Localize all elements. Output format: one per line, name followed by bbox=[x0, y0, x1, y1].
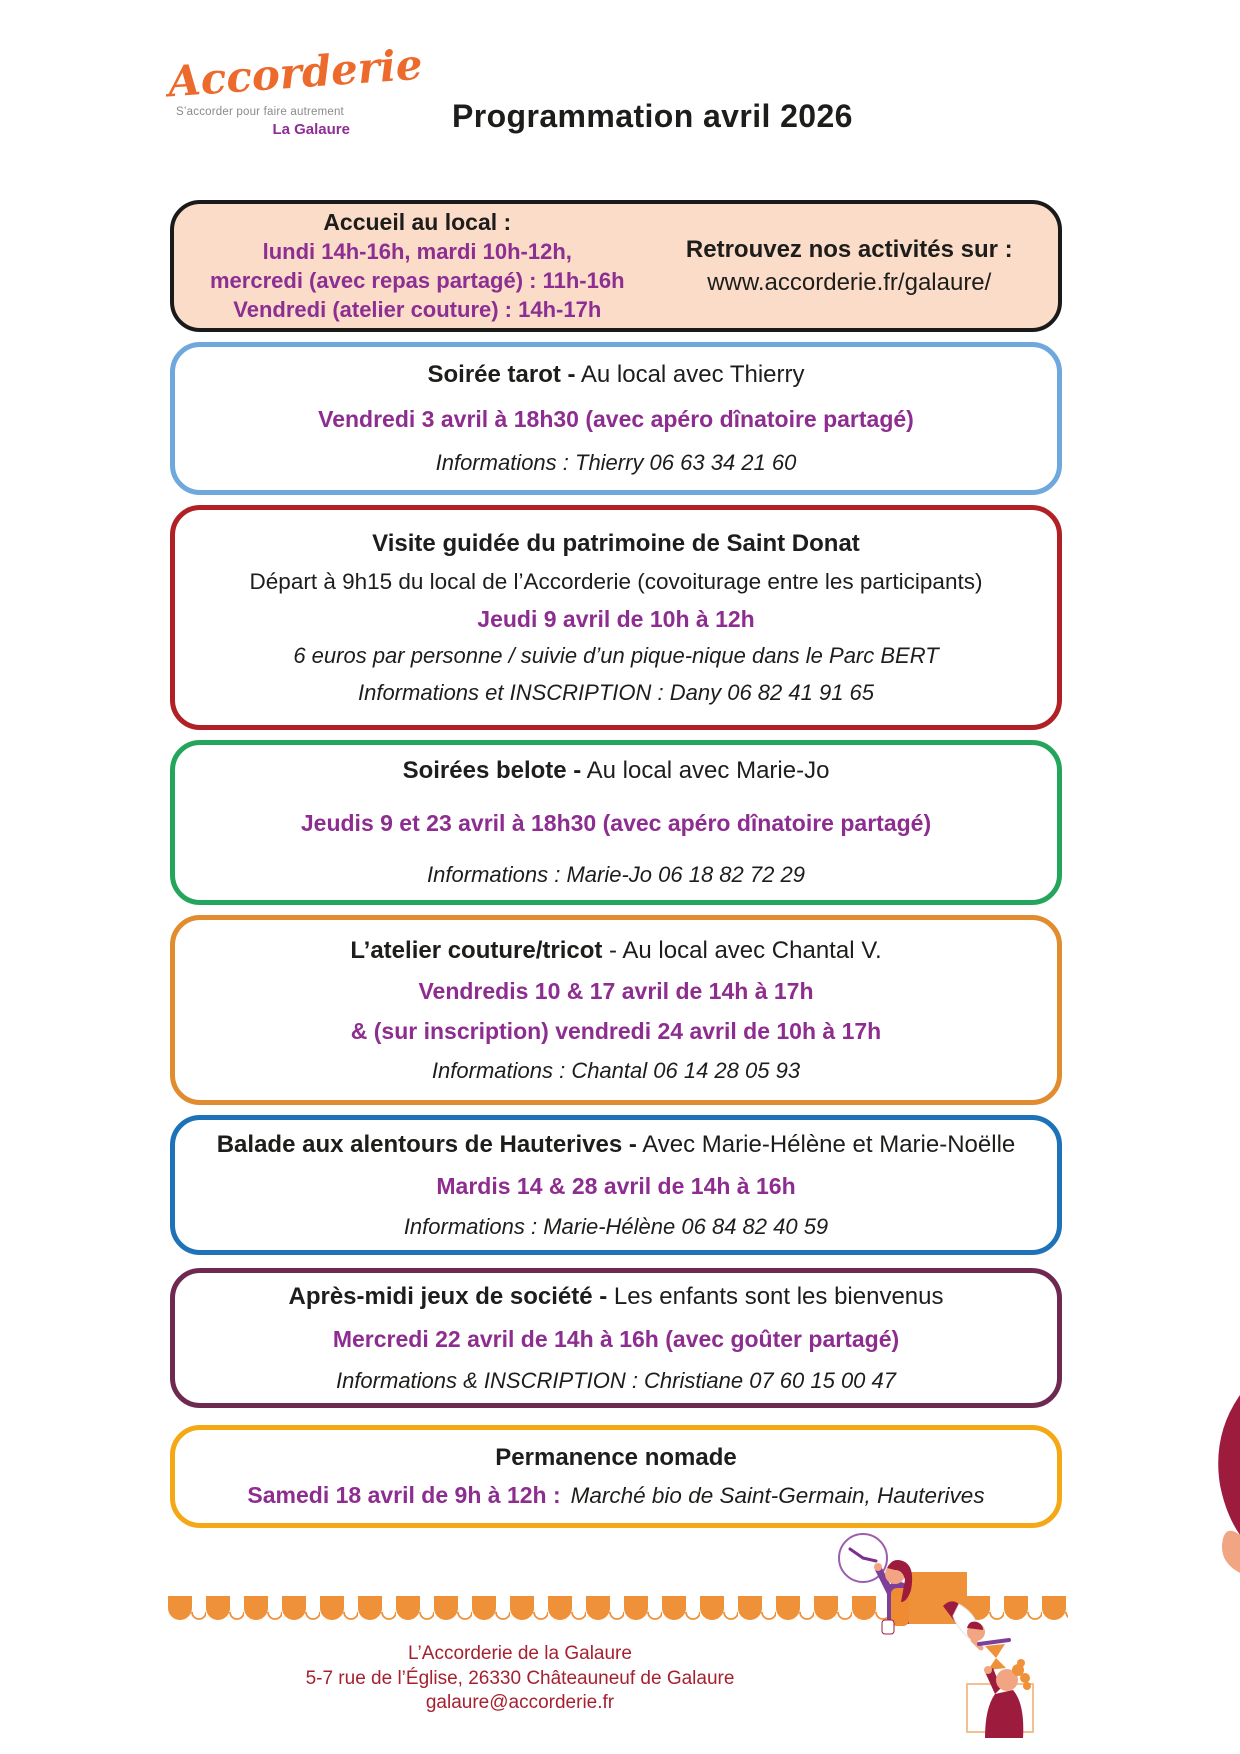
event-title-emphasis: Balade aux alentours de Hauterives - bbox=[216, 1130, 637, 1158]
footer-org-name: L’Accorderie de la Galaure bbox=[408, 1643, 632, 1664]
event-box-balade-hauterives bbox=[170, 1115, 1062, 1255]
event-contact: Informations : Marie-Jo 06 18 82 72 29 bbox=[427, 862, 805, 888]
event-schedule-2: & (sur inscription) vendredi 24 avril de 10h à 17h bbox=[350, 1017, 882, 1044]
event-title-emphasis: Permanence nomade bbox=[495, 1443, 737, 1471]
event-schedule: Mercredi 22 avril de 14h à 16h (avec goûter partagé) bbox=[332, 1325, 900, 1352]
footer bbox=[170, 1642, 870, 1716]
event-box-visite-saint-donat bbox=[170, 505, 1062, 730]
website-url[interactable]: www.accorderie.fr/galaure/ bbox=[707, 269, 992, 296]
event-box-jeux-de-societe bbox=[170, 1268, 1062, 1408]
event-title-detail: Au local avec Thierry bbox=[575, 361, 805, 389]
event-title-detail: Au local avec Marie-Jo bbox=[581, 757, 830, 785]
event-schedule: Vendredis 10 & 17 avril de 14h à 17h bbox=[418, 978, 814, 1004]
event-location: Marché bio de Saint-Germain, Hauterives bbox=[570, 1482, 985, 1508]
event-schedule: Jeudis 9 et 23 avril à 18h30 (avec apéro dînatoire partagé) bbox=[300, 810, 932, 837]
welcome-opening-hours bbox=[184, 208, 651, 324]
event-schedule: Mardis 14 & 28 avril de 14h à 16h bbox=[436, 1172, 796, 1199]
welcome-heading: Accueil au local : bbox=[323, 209, 512, 235]
event-box-soiree-tarot bbox=[170, 342, 1062, 495]
welcome-hours-line: mercredi (avec repas partagé) : 11h-16h bbox=[210, 268, 625, 293]
event-schedule: Samedi 18 avril de 9h à 12h : bbox=[247, 1481, 561, 1508]
event-contact: Informations : Marie-Hélène 06 84 82 40 59 bbox=[403, 1213, 829, 1239]
hourglass-icon bbox=[979, 1640, 1009, 1670]
event-title-emphasis: L’atelier couture/tricot bbox=[350, 937, 603, 964]
event-title-emphasis: Visite guidée du patrimoine de Saint Donat bbox=[372, 529, 860, 557]
person-bending-icon bbox=[943, 1601, 985, 1648]
event-title-detail: Avec Marie-Hélène et Marie-Noëlle bbox=[636, 1130, 1016, 1158]
person-pointing-at-clock-icon bbox=[874, 1560, 912, 1634]
event-contact: Informations : Thierry 06 63 34 21 60 bbox=[435, 450, 797, 476]
event-title bbox=[403, 756, 830, 786]
event-contact: Informations & INSCRIPTION : Christiane 07 60 15 00 47 bbox=[335, 1367, 897, 1393]
logo-tagline: S’accorder pour faire autrement bbox=[176, 105, 344, 118]
page-title: Programmation avril 2026 bbox=[452, 98, 853, 134]
welcome-hours-line: Vendredi (atelier couture) : 14h-17h bbox=[233, 297, 602, 322]
event-title-emphasis: Soirée tarot - bbox=[427, 361, 576, 389]
welcome-website-block bbox=[651, 233, 1048, 299]
event-schedule: Jeudi 9 avril de 10h à 12h bbox=[477, 605, 755, 632]
logo-region-label: La Galaure bbox=[272, 120, 350, 138]
event-detail: Départ à 9h15 du local de l’Accorderie (covoiturage entre les participants) bbox=[249, 568, 983, 594]
event-title bbox=[372, 529, 860, 559]
person-receiving-icon bbox=[967, 1659, 1033, 1738]
footer-address: 5-7 rue de l’Église, 26330 Châteauneuf de Galaure bbox=[305, 1667, 735, 1689]
event-title-emphasis: Soirées belote - bbox=[402, 757, 582, 785]
welcome-box bbox=[170, 200, 1062, 332]
event-contact: Informations : Chantal 06 14 28 05 93 bbox=[431, 1057, 801, 1083]
event-title bbox=[350, 936, 881, 966]
event-title bbox=[217, 1130, 1016, 1160]
event-schedule-line bbox=[247, 1481, 984, 1510]
event-title bbox=[495, 1443, 736, 1473]
event-schedule: Vendredi 3 avril à 18h30 (avec apéro dînatoire partagé) bbox=[318, 406, 914, 433]
website-heading: Retrouvez nos activités sur : bbox=[685, 236, 1013, 263]
event-box-atelier-couture-tricot bbox=[170, 915, 1062, 1105]
welcome-hours-line: lundi 14h-16h, mardi 10h-12h, bbox=[262, 239, 572, 264]
event-title bbox=[289, 1282, 944, 1312]
event-note: 6 euros par personne / suivie d’un pique-nique dans le Parc BERT bbox=[293, 643, 939, 669]
accorderie-logo bbox=[166, 39, 425, 138]
event-title-emphasis: Après-midi jeux de société - bbox=[288, 1282, 608, 1310]
footer-email[interactable]: galaure@accorderie.fr bbox=[425, 1692, 615, 1713]
event-box-soirees-belote bbox=[170, 740, 1062, 905]
event-title bbox=[427, 360, 804, 390]
event-contact: Informations et INSCRIPTION : Dany 06 82 41 91 65 bbox=[357, 679, 875, 705]
edge-figure-icon bbox=[1206, 1395, 1240, 1580]
event-box-permanence-nomade bbox=[170, 1425, 1062, 1528]
event-title-detail: - Au local avec Chantal V. bbox=[602, 937, 882, 964]
event-title-detail: Les enfants sont les bienvenus bbox=[607, 1282, 944, 1310]
logo-wordmark: Accorderie bbox=[166, 39, 425, 107]
